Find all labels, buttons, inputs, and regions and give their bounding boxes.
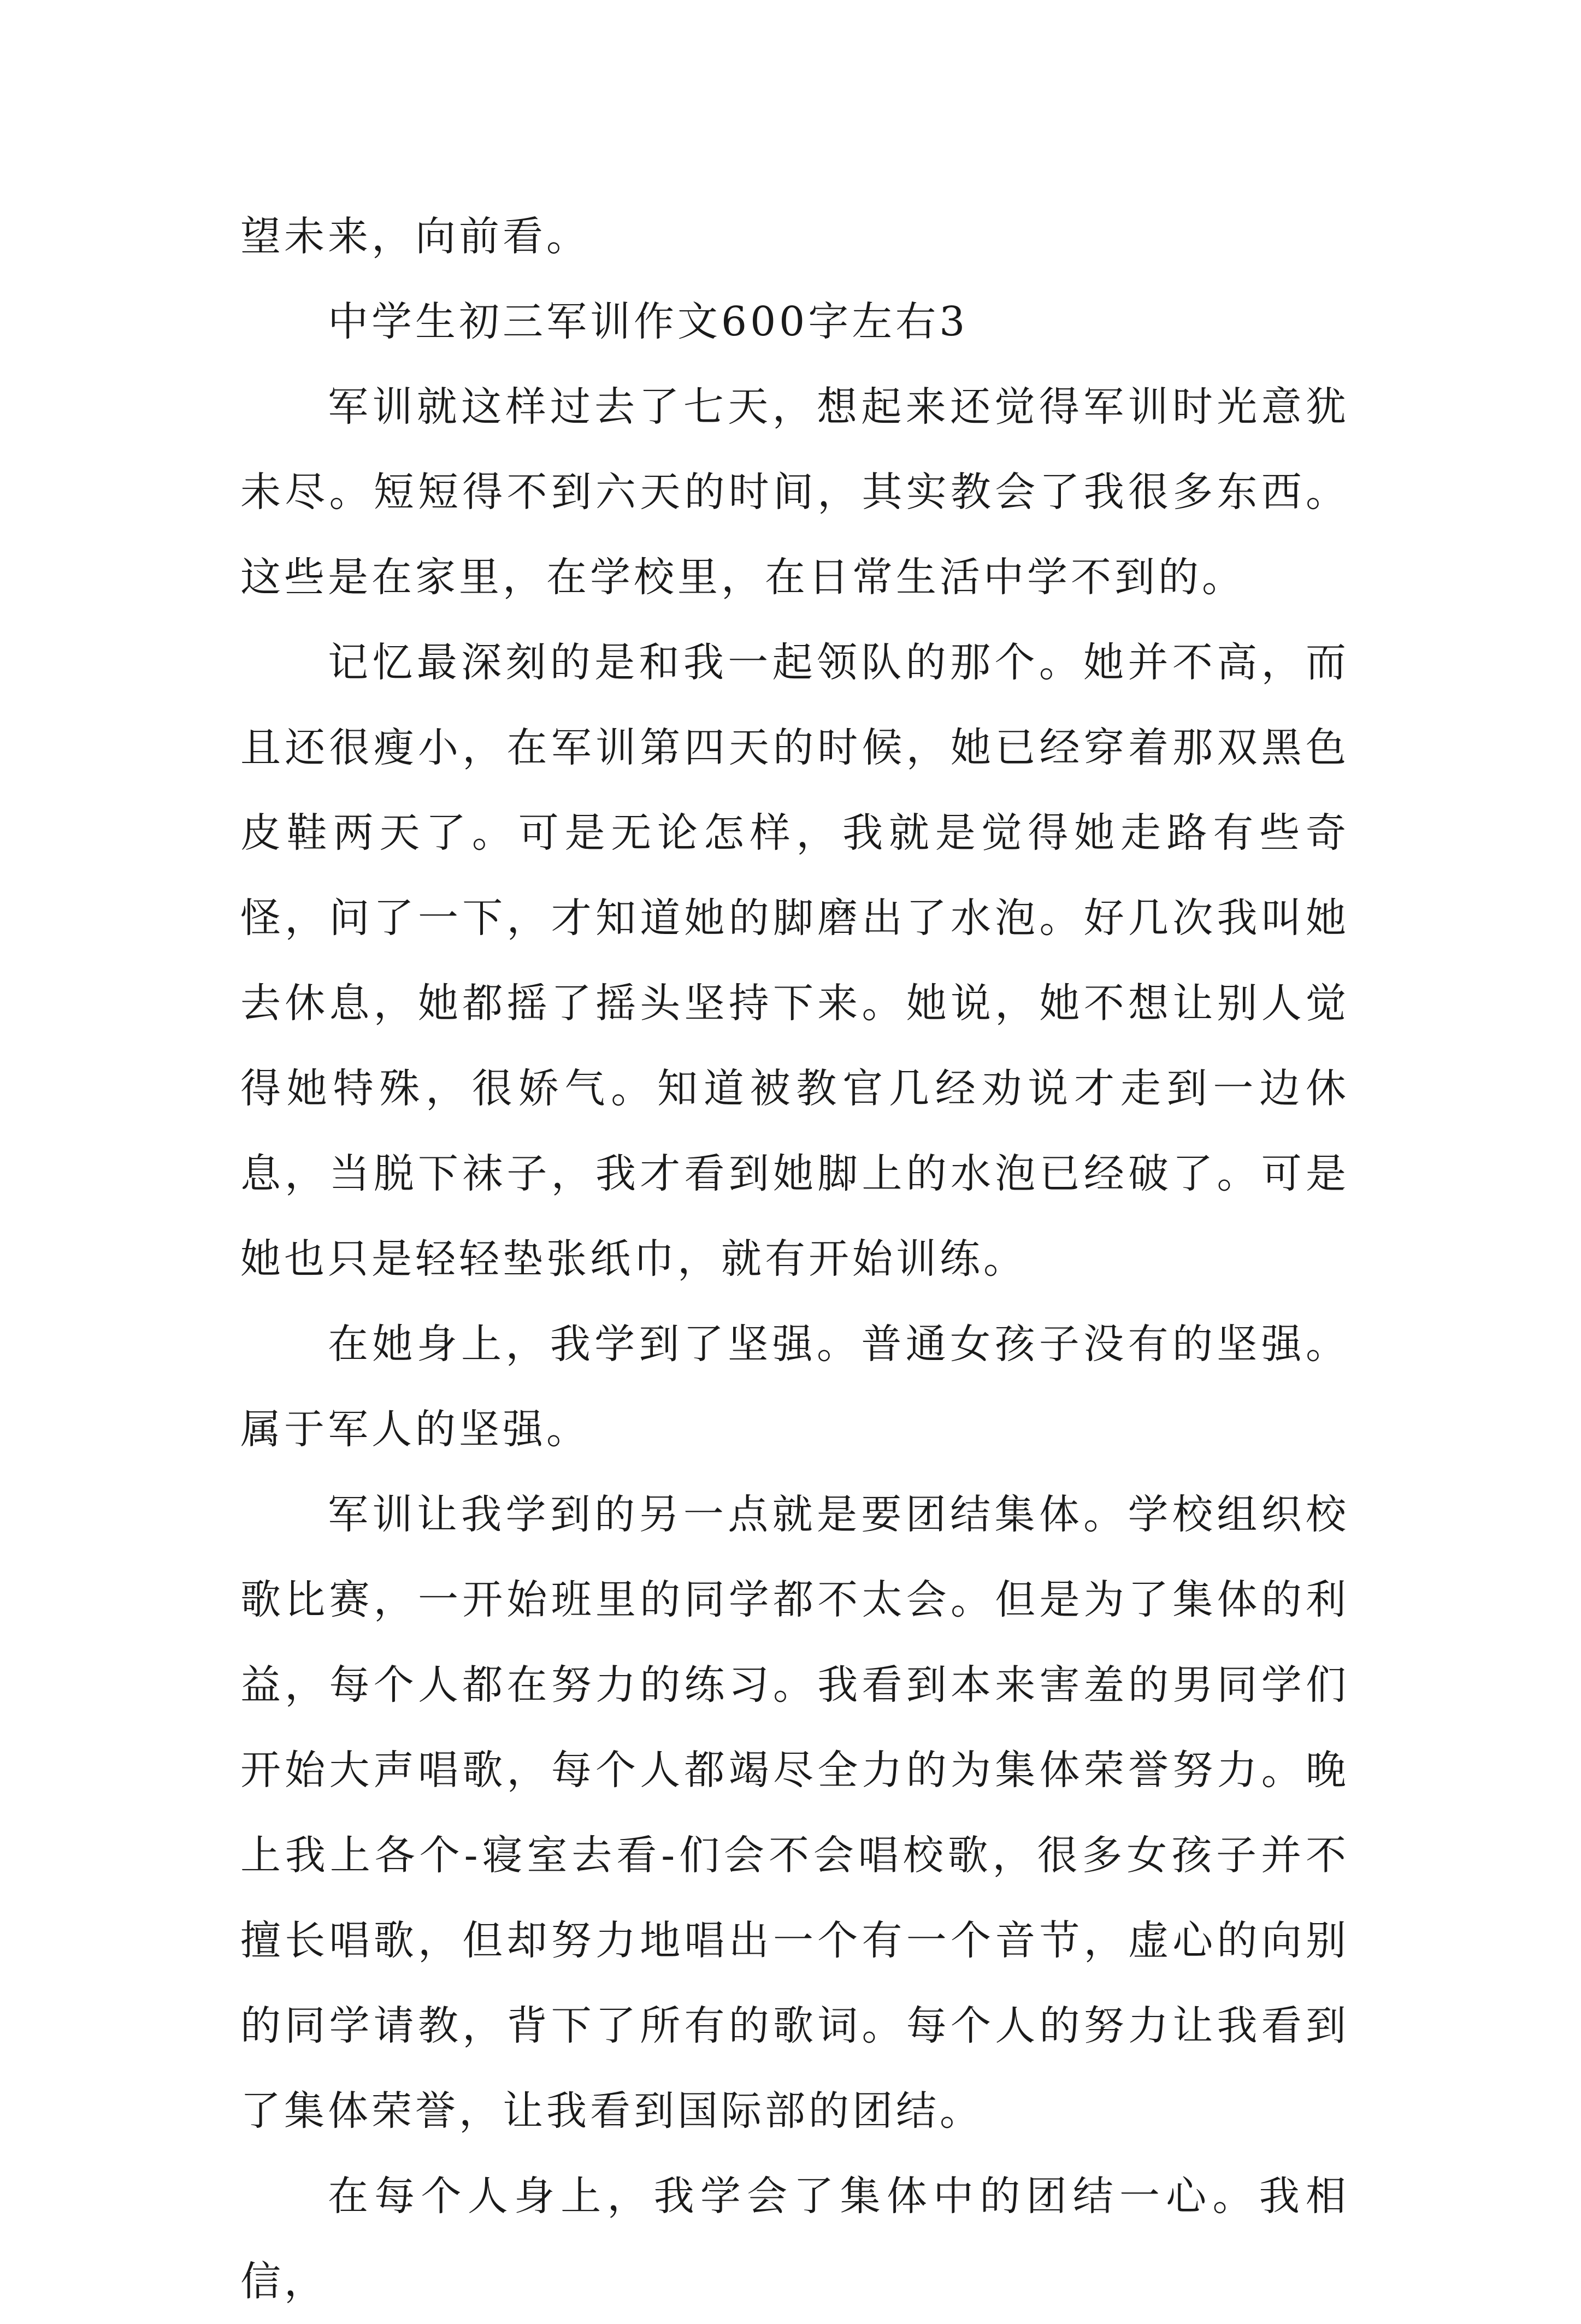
document-body xyxy=(240,194,1349,2324)
paragraph-3: 记忆最深刻的是和我一起领队的那个。她并不高，而且还很瘦小，在军训第四天的时候，她已经穿着那双黑色皮鞋两天了。可是无论怎样，我就是觉得她走路有些奇怪，问了一下，才知道她的脚磨出了水泡。好几次我叫她去休息，她都摇了摇头坚持下来。她说，她不想让别人觉得她特殊，很娇气。知道被教官几经劝说才走到一边休息，当脱下袜子，我才看到她脚上的水泡已经破了。可是她也只是轻轻垫张纸巾，就有开始训练。 xyxy=(240,639,1349,1282)
paragraph-4: 在她身上，我学到了坚强。普通女孩子没有的坚强。属于军人的坚强。 xyxy=(240,1321,1349,1453)
paragraph-6: 在每个人身上，我学会了集体中的团结一心。我相信， xyxy=(240,2173,1349,2305)
paragraph-2: 军训就这样过去了七天，想起来还觉得军训时光意犹未尽。短短得不到六天的时间，其实教会了我很多东西。这些是在家里，在学校里，在日常生活中学不到的。 xyxy=(240,383,1349,601)
paragraph-1: 望未来，向前看。 xyxy=(240,213,590,260)
paragraph-5: 军训让我学到的另一点就是要团结集体。学校组织校歌比赛，一开始班里的同学都不太会。但是为了集体的利益，每个人都在努力的练习。我看到本来害羞的男同学们开始大声唱歌，每个人都竭尽全力的为集体荣誉努力。晚上我上各个-寝室去看-们会不会唱校歌，很多女孩子并不擅长唱歌，但却努力地唱出一个有一个音节，虚心的向别的同学请教，背下了所有的歌词。每个人的努力让我看到了集体荣誉，让我看到国际部的团结。 xyxy=(240,1491,1349,2134)
essay-heading: 中学生初三军训作文600字左右3 xyxy=(328,298,969,345)
